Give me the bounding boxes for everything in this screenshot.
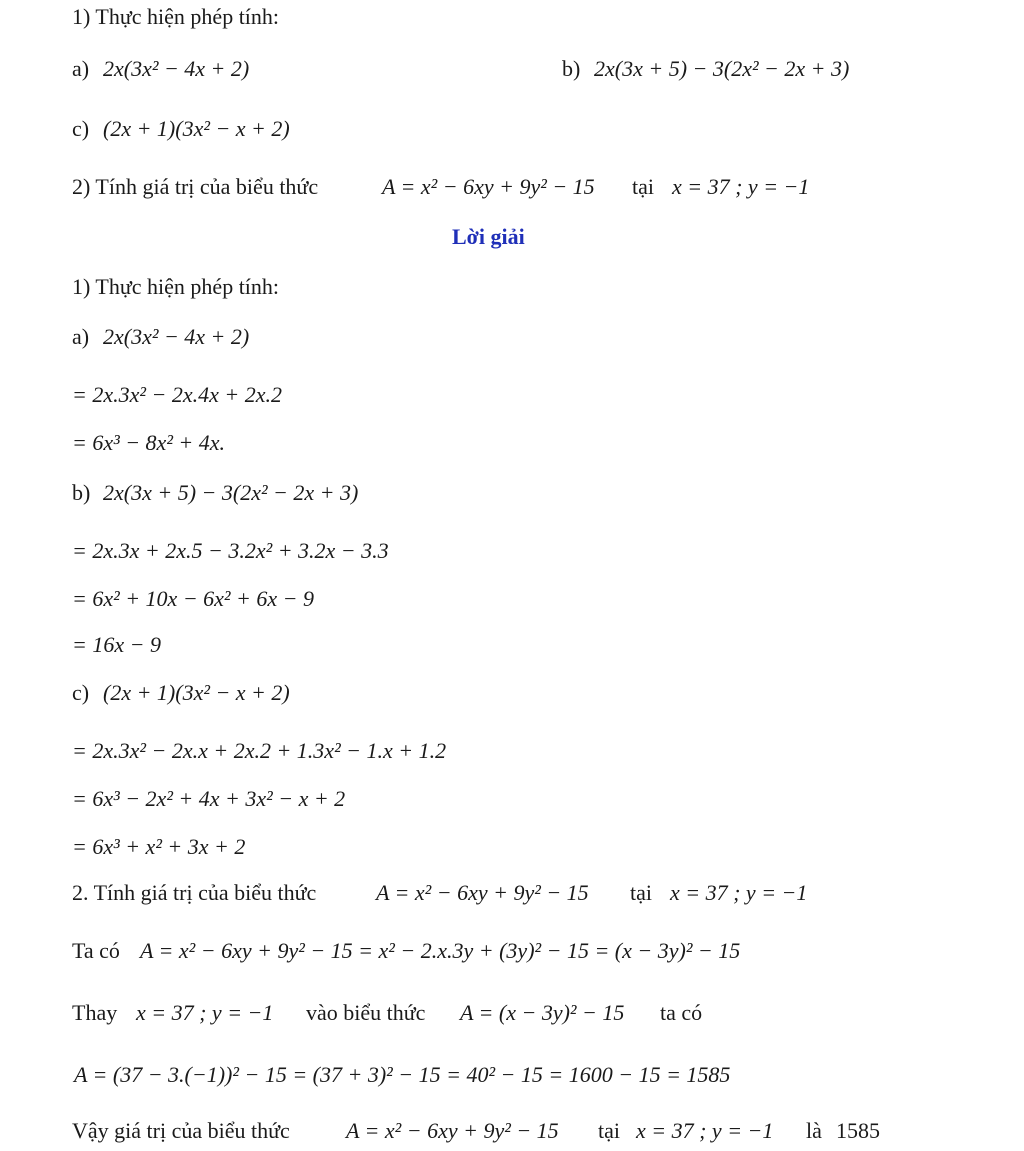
thay-mid: vào biểu thức xyxy=(306,1000,426,1025)
solution-2-expr: A = x² − 6xy + 9y² − 15 xyxy=(376,880,589,905)
solution-c-label: c) xyxy=(72,680,90,705)
problem-b-expr: 2x(3x + 5) − 3(2x² − 2x + 3) xyxy=(594,56,850,81)
problem-a-expr: 2x(3x² − 4x + 2) xyxy=(103,56,250,81)
solution-c-expr: (2x + 1)(3x² − x + 2) xyxy=(103,680,290,705)
conclusion-at: tại xyxy=(598,1118,620,1143)
problem-b-label: b) xyxy=(562,56,581,81)
problem-heading-1: 1) Thực hiện phép tính: xyxy=(72,4,280,29)
problem-2-text: 2) Tính giá trị của biểu thức xyxy=(72,174,319,199)
problem-a-label: a) xyxy=(72,56,90,81)
conclusion-text: Vậy giá trị của biểu thức xyxy=(72,1118,290,1143)
problem-2-at: tại xyxy=(632,174,654,199)
solution-b-step2: = 6x² + 10x − 6x² + 6x − 9 xyxy=(72,586,314,611)
problem-c-expr: (2x + 1)(3x² − x + 2) xyxy=(103,116,290,141)
solution-b-label: b) xyxy=(72,480,91,505)
conclusion-values: x = 37 ; y = −1 xyxy=(636,1118,774,1143)
problem-2-expr: A = x² − 6xy + 9y² − 15 xyxy=(382,174,595,199)
solution-a-step1: = 2x.3x² − 2x.4x + 2x.2 xyxy=(72,382,282,407)
thay-end: ta có xyxy=(660,1000,703,1025)
solution-a-step2: = 6x³ − 8x² + 4x. xyxy=(72,430,226,455)
solution-b-expr: 2x(3x + 5) − 3(2x² − 2x + 3) xyxy=(103,480,359,505)
taco-label: Ta có xyxy=(72,938,120,963)
solution-c-step3: = 6x³ + x² + 3x + 2 xyxy=(72,834,246,859)
solution-a-label: a) xyxy=(72,324,90,349)
thay-values: x = 37 ; y = −1 xyxy=(136,1000,274,1025)
taco-expr: A = x² − 6xy + 9y² − 15 = x² − 2.x.3y + (3y)² − 15 = (x − 3y)² − 15 xyxy=(140,938,741,963)
conclusion-la: là xyxy=(806,1118,822,1143)
solution-2-text: 2. Tính giá trị của biểu thức xyxy=(72,880,317,905)
thay-label: Thay xyxy=(72,1000,118,1025)
conclusion-expr: A = x² − 6xy + 9y² − 15 xyxy=(346,1118,559,1143)
solution-b-step1: = 2x.3x + 2x.5 − 3.2x² + 3.2x − 3.3 xyxy=(72,538,389,563)
calc-line: A = (37 − 3.(−1))² − 15 = (37 + 3)² − 15 = 40² − 15 = 1600 − 15 = 1585 xyxy=(74,1062,731,1087)
solution-title: Lời giải xyxy=(452,224,525,249)
solution-c-step2: = 6x³ − 2x² + 4x + 3x² − x + 2 xyxy=(72,786,346,811)
solution-heading-1: 1) Thực hiện phép tính: xyxy=(72,274,280,299)
problem-c-label: c) xyxy=(72,116,90,141)
thay-expr: A = (x − 3y)² − 15 xyxy=(460,1000,625,1025)
conclusion-result: 1585 xyxy=(836,1118,880,1143)
solution-2-values: x = 37 ; y = −1 xyxy=(670,880,808,905)
solution-2-at: tại xyxy=(630,880,652,905)
solution-a-expr: 2x(3x² − 4x + 2) xyxy=(103,324,250,349)
solution-c-step1: = 2x.3x² − 2x.x + 2x.2 + 1.3x² − 1.x + 1.2 xyxy=(72,738,447,763)
solution-b-step3: = 16x − 9 xyxy=(72,632,161,657)
problem-2-values: x = 37 ; y = −1 xyxy=(672,174,810,199)
